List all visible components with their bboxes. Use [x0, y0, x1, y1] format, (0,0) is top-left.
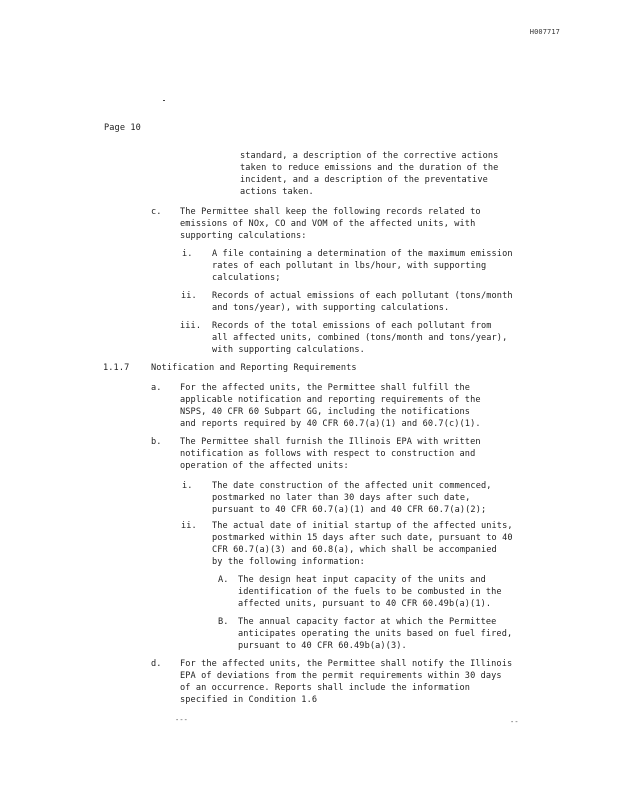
- item-d-line-2: EPA of deviations from the permit requirements within 30 days: [180, 671, 502, 681]
- item-b-ii-a-line-2: identification of the fuels to be combusted in the: [238, 587, 502, 597]
- item-b-line-1: The Permittee shall furnish the Illinois EPA with written: [180, 437, 481, 447]
- item-c-line-2: emissions of NOx, CO and VOM of the affected units, with: [180, 219, 476, 229]
- item-b-ii-b-line-1: The annual capacity factor at which the Permittee: [238, 617, 497, 627]
- section-number: 1.1.7: [103, 363, 130, 373]
- item-b-ii-line-1: The actual date of initial startup of the affected units,: [212, 521, 513, 531]
- item-c-iii-line-2: all affected units, combined (tons/month and tons/year),: [212, 333, 508, 343]
- item-c-i-marker: i.: [182, 249, 193, 259]
- footer-left-mark: ---: [175, 716, 188, 724]
- item-b-ii-line-3: CFR 60.7(a)(3) and 60.8(a), which shall be accompanied: [212, 545, 497, 555]
- item-c-ii-marker: ii.: [181, 291, 197, 301]
- item-b-i-line-2: postmarked no later than 30 days after such date,: [212, 493, 471, 503]
- item-c-iii-line-3: with supporting calculations.: [212, 345, 365, 355]
- item-b-ii-line-4: by the following information:: [212, 557, 365, 567]
- item-c-line-3: supporting calculations:: [180, 231, 307, 241]
- item-c-i-line-1: A file containing a determination of the maximum emission: [212, 249, 513, 259]
- footer-right-mark: --: [510, 718, 519, 726]
- item-a-line-2: applicable notification and reporting requirements of the: [180, 395, 481, 405]
- item-a-line-1: For the affected units, the Permittee shall fulfill the: [180, 383, 471, 393]
- item-c-iii-line-1: Records of the total emissions of each pollutant from: [212, 321, 492, 331]
- item-b-i-marker: i.: [182, 481, 193, 491]
- continuation-line-2: taken to reduce emissions and the duration of the: [240, 163, 499, 173]
- item-b-ii-a-line-1: The design heat input capacity of the units and: [238, 575, 486, 585]
- item-c-iii-marker: iii.: [180, 321, 202, 331]
- item-d-marker: d.: [151, 659, 162, 669]
- item-a-marker: a.: [151, 383, 162, 393]
- scan-speck: [163, 100, 165, 101]
- item-d-line-3: of an occurrence. Reports shall include the information: [180, 683, 471, 693]
- item-b-ii-b-line-2: anticipates operating the units based on fuel fired,: [238, 629, 513, 639]
- item-c-ii-line-1: Records of actual emissions of each pollutant (tons/month: [212, 291, 513, 301]
- item-d-line-4: specified in Condition 1.6: [180, 695, 318, 705]
- item-c-i-line-3: calculations;: [212, 273, 281, 283]
- bates-number: H007717: [529, 28, 560, 36]
- item-a-line-3: NSPS, 40 CFR 60 Subpart GG, including the notifications: [180, 407, 471, 417]
- continuation-line-3: incident, and a description of the preventative: [240, 175, 488, 185]
- item-b-ii-b-line-3: pursuant to 40 CFR 60.49b(a)(3).: [238, 641, 407, 651]
- item-b-ii-a-line-3: affected units, pursuant to 40 CFR 60.49b(a)(1).: [238, 599, 492, 609]
- item-b-ii-b-marker: B.: [218, 617, 229, 627]
- section-heading: Notification and Reporting Requirements: [151, 363, 357, 373]
- item-b-i-line-1: The date construction of the affected unit commenced,: [212, 481, 492, 491]
- item-a-line-4: and reports required by 40 CFR 60.7(a)(1) and 60.7(c)(1).: [180, 419, 481, 429]
- item-b-line-2: notification as follows with respect to construction and: [180, 449, 476, 459]
- item-b-i-line-3: pursuant to 40 CFR 60.7(a)(1) and 40 CFR 60.7(a)(2);: [212, 505, 487, 515]
- item-c-marker: c.: [151, 207, 162, 217]
- item-c-line-1: The Permittee shall keep the following records related to: [180, 207, 481, 217]
- item-c-ii-line-2: and tons/year), with supporting calculations.: [212, 303, 450, 313]
- item-b-marker: b.: [151, 437, 162, 447]
- page-label: Page 10: [104, 123, 141, 133]
- item-b-line-3: operation of the affected units:: [180, 461, 349, 471]
- item-d-line-1: For the affected units, the Permittee shall notify the Illinois: [180, 659, 513, 669]
- item-b-ii-marker: ii.: [181, 521, 197, 531]
- item-b-ii-line-2: postmarked within 15 days after such date, pursuant to 40: [212, 533, 513, 543]
- continuation-line-1: standard, a description of the corrective actions: [240, 151, 499, 161]
- item-b-ii-a-marker: A.: [218, 575, 229, 585]
- item-c-i-line-2: rates of each pollutant in lbs/hour, with supporting: [212, 261, 487, 271]
- continuation-line-4: actions taken.: [240, 187, 314, 197]
